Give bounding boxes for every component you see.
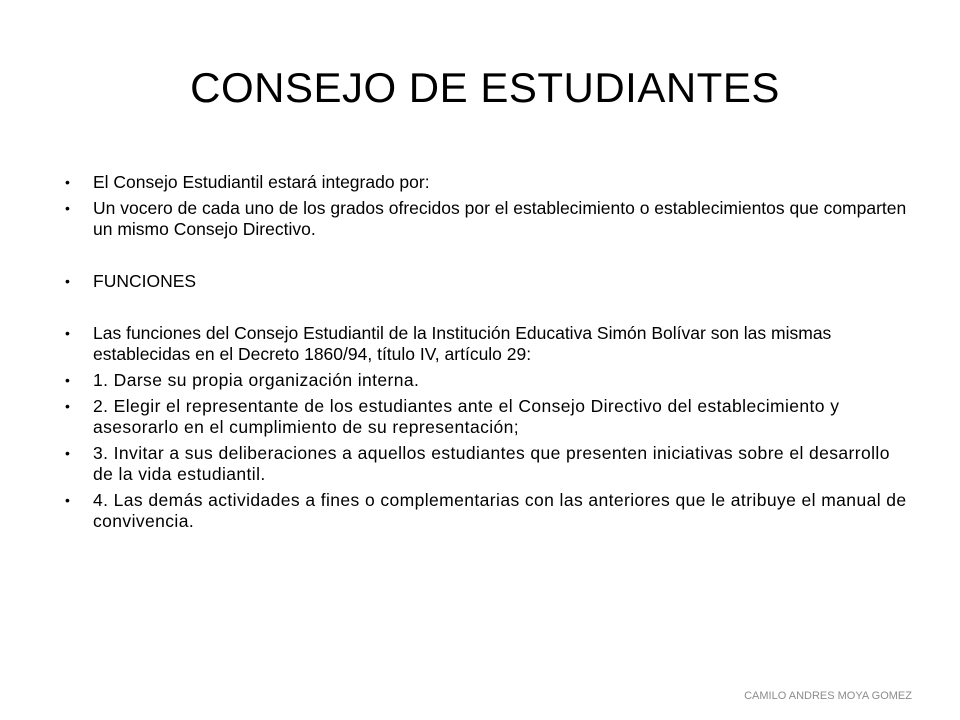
bullet-dot-icon: • (65, 445, 71, 461)
bullet-text: El Consejo Estudiantil estará integrado por: (93, 172, 430, 192)
bullet-text: 3. Invitar a sus deliberaciones a aquellos estudiantes que presenten iniciativas sobre el desarrollo de la vida estudiantil. (93, 443, 890, 484)
bullet-text: 4. Las demás actividades a fines o complementarias con las anteriores que le atribuye el manual de convivencia. (93, 490, 907, 531)
bullet-item (65, 370, 915, 391)
slide-title: CONSEJO DE ESTUDIANTES (190, 64, 780, 111)
bullet-item (65, 271, 915, 292)
bullet-item (65, 198, 915, 240)
footer-author: CAMILO ANDRES MOYA GOMEZ (744, 690, 912, 702)
bullet-text: 1. Darse su propia organización interna. (93, 370, 420, 390)
bullet-text: 2. Elegir el representante de los estudiantes ante el Consejo Directivo del establecimiento y asesorarlo en el cumplimiento de su representación; (93, 396, 840, 437)
bullet-dot-icon: • (65, 372, 71, 388)
bullet-text: FUNCIONES (93, 271, 197, 291)
bullet-list (65, 172, 915, 537)
bullet-text: Un vocero de cada uno de los grados ofrecidos por el establecimiento o establecimientos que comparten un mismo Consejo Directivo. (93, 198, 907, 239)
bullet-item (65, 323, 915, 365)
bullet-dot-icon: • (65, 200, 70, 216)
bullet-text: Las funciones del Consejo Estudiantil de la Institución Educativa Simón Bolívar son las mismas establecidas en el Decreto 1860/94, título IV, artículo 29: (93, 323, 832, 364)
bullet-item (65, 490, 915, 532)
bullet-dot-icon: • (65, 492, 71, 508)
bullet-item (65, 172, 915, 193)
bullet-dot-icon: • (65, 174, 70, 190)
bullet-item (65, 443, 915, 485)
bullet-dot-icon: • (65, 398, 71, 414)
bullet-item (65, 396, 915, 438)
bullet-dot-icon: • (65, 325, 70, 341)
bullet-dot-icon: • (65, 273, 70, 289)
